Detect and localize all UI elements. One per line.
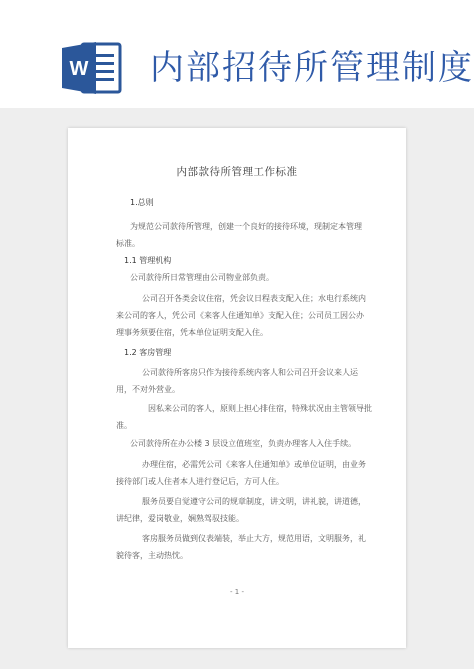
page-number: - 1 - [230, 588, 244, 596]
word-icon-letter: W [69, 58, 89, 80]
paragraph-line: 公司款待所客房只作为接待系统内客人和公司召开会议来人运 [142, 368, 358, 377]
paragraph-line: 理事务须要住宿，凭本单位证明支配入住。 [116, 328, 268, 337]
document-title: 内部款待所管理工作标准 [176, 166, 298, 178]
section-heading: 1.1 管理机构 [124, 256, 172, 265]
paragraph-line: 客房服务员做到仪表端装，举止大方，规范用语，文明服务，礼 [142, 534, 366, 543]
section-heading: 1.总则 [130, 198, 154, 207]
paragraph-line: 标准。 [116, 239, 140, 248]
paragraph-line: 办理住宿，必需凭公司《来客人住通知单》或单位证明，由业务 [142, 460, 366, 469]
paragraph-line: 讲纪律，爱岗敬业，娴熟驾驭技能。 [116, 514, 244, 523]
word-document-icon [60, 38, 126, 98]
paragraph-line: 服务员要自觉遵守公司的规章制度，讲文明，讲礼貌，讲道德， [142, 497, 366, 506]
paragraph-line: 因私来公司的客人，原则上担心排住宿，特殊状况由主管领导批 [148, 404, 372, 413]
paragraph-line: 公司款待所日常管理由公司物业部负责。 [130, 273, 274, 282]
paragraph-line: 公司召开各类会议住宿，凭会议日程表支配入住；水电行系统内 [142, 294, 366, 303]
paragraph-line: 为规范公司款待所管理，创建一个良好的接待环境，现制定本管理 [130, 222, 362, 231]
banner-title: 内部招待所管理制度 [150, 48, 474, 88]
paragraph-line: 准。 [116, 421, 132, 430]
paragraph-line: 接待部门或人住者本人进行登记后，方可人住。 [116, 477, 284, 486]
section-heading: 1.2 客房管理 [124, 348, 172, 357]
document-page [68, 128, 406, 648]
paragraph-line: 貌待客，主动热忱。 [116, 551, 188, 560]
paragraph-line: 公司款待所在办公楼 3 层设立值班室，负责办理客人入住手续。 [130, 439, 357, 448]
paragraph-line: 来公司的客人，凭公司《来客人住通知单》支配入住；公司员工因公办 [116, 311, 364, 320]
banner [0, 0, 474, 100]
paragraph-line: 用，不对外营业。 [116, 385, 180, 394]
